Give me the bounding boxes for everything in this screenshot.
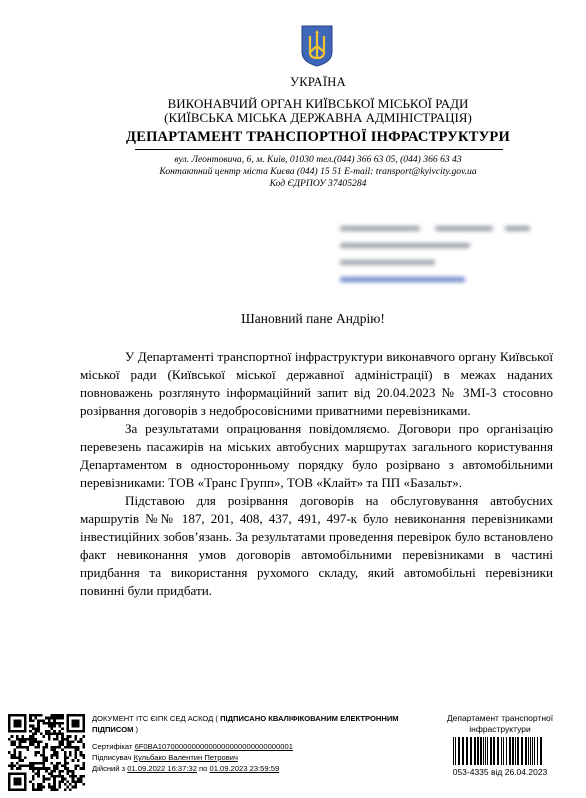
letter-body (80, 348, 553, 600)
country-name: УКРАЇНА (290, 75, 346, 89)
department-name: ДЕПАРТАМЕНТ ТРАНСПОРТНОЇ ІНФРАСТРУКТУРИ (126, 129, 510, 145)
signature-status-line: ДОКУМЕНТ ІТС ЄІПК СЕД АСКОД ( ПІДПИСАНО КВАЛІФІКОВАНИМ ЕЛЕКТРОННИМ ПІДПИСОМ ) (92, 714, 399, 734)
validity-line: Дійсний з 01.09.2022 16:37:32 по 01.09.2023 23:59:59 (92, 764, 280, 773)
paragraph: У Департаменті транспортної інфраструктури виконавчого органу Київської міської ради (Київської міської державної адміністрації) в межах наданих повноважень розглянуто інформаційний запит від 20.04.2023 № ЗМІ-3 стосовно розірвання договорів з недобросовісними приватними перевізниками. (80, 349, 553, 418)
coat-of-arms-icon (300, 24, 334, 68)
contact-line: Контактний центр міста Києва (044) 15 51 E-mail: transport@kyivcity.gov.ua (159, 166, 477, 177)
barcode-icon (452, 737, 544, 765)
e-signature-block (92, 713, 422, 774)
certificate-line: Сертифікат 6F0BA10700000000000000000000000000001 (92, 742, 293, 751)
redacted-recipient-block (340, 222, 530, 292)
organization-name: ВИКОНАВЧИЙ ОРГАН КИЇВСЬКОЇ МІСЬКОЇ РАДИ (167, 96, 469, 111)
registration-number: 053-4335 від 26.04.2023 (452, 767, 548, 777)
address-line: вул. Леонтовича, 6, м. Київ, 01030 тел.(044) 366 63 05, (044) 366 63 43 (174, 154, 462, 165)
qr-code-icon (8, 714, 85, 791)
paragraph: Підставою для розірвання договорів на обслуговування автобусних маршрутів №№ 187, 201, 408, 437, 491, 497-к було невиконання перевізниками інвестиційних зобов’язань. За результатами проведення перевірок було встановлено факт невиконання умов договорів автомобільними перевізниками в частині придбання та використання рухомого складу, який автомобільні перевізники повинні були придбати. (80, 493, 553, 598)
signer-line: Підписувач Кульбако Валентин Петрович (92, 753, 238, 762)
organization-subname: (КИЇВСЬКА МІСЬКА ДЕРЖАВНА АДМІНІСТРАЦІЯ) (164, 110, 472, 125)
paragraph: За результатами опрацювання повідомляємо. Договори про організацію перевезень пасажирів на міських автобусних маршрутах загального користування Департаментом в односторонньому порядку було розірвано з автомобільними перевізниками: ТОВ «Транс Групп», ТОВ «Клайт» та ПП «Базальт». (80, 421, 553, 490)
stamp-department: Департамент транспортної інфраструктури (446, 713, 554, 734)
header-divider (135, 149, 503, 150)
edrpou-line: Код ЄДРПОУ 37405284 (269, 178, 367, 189)
greeting: Шановний пане Андрію! (241, 311, 385, 326)
